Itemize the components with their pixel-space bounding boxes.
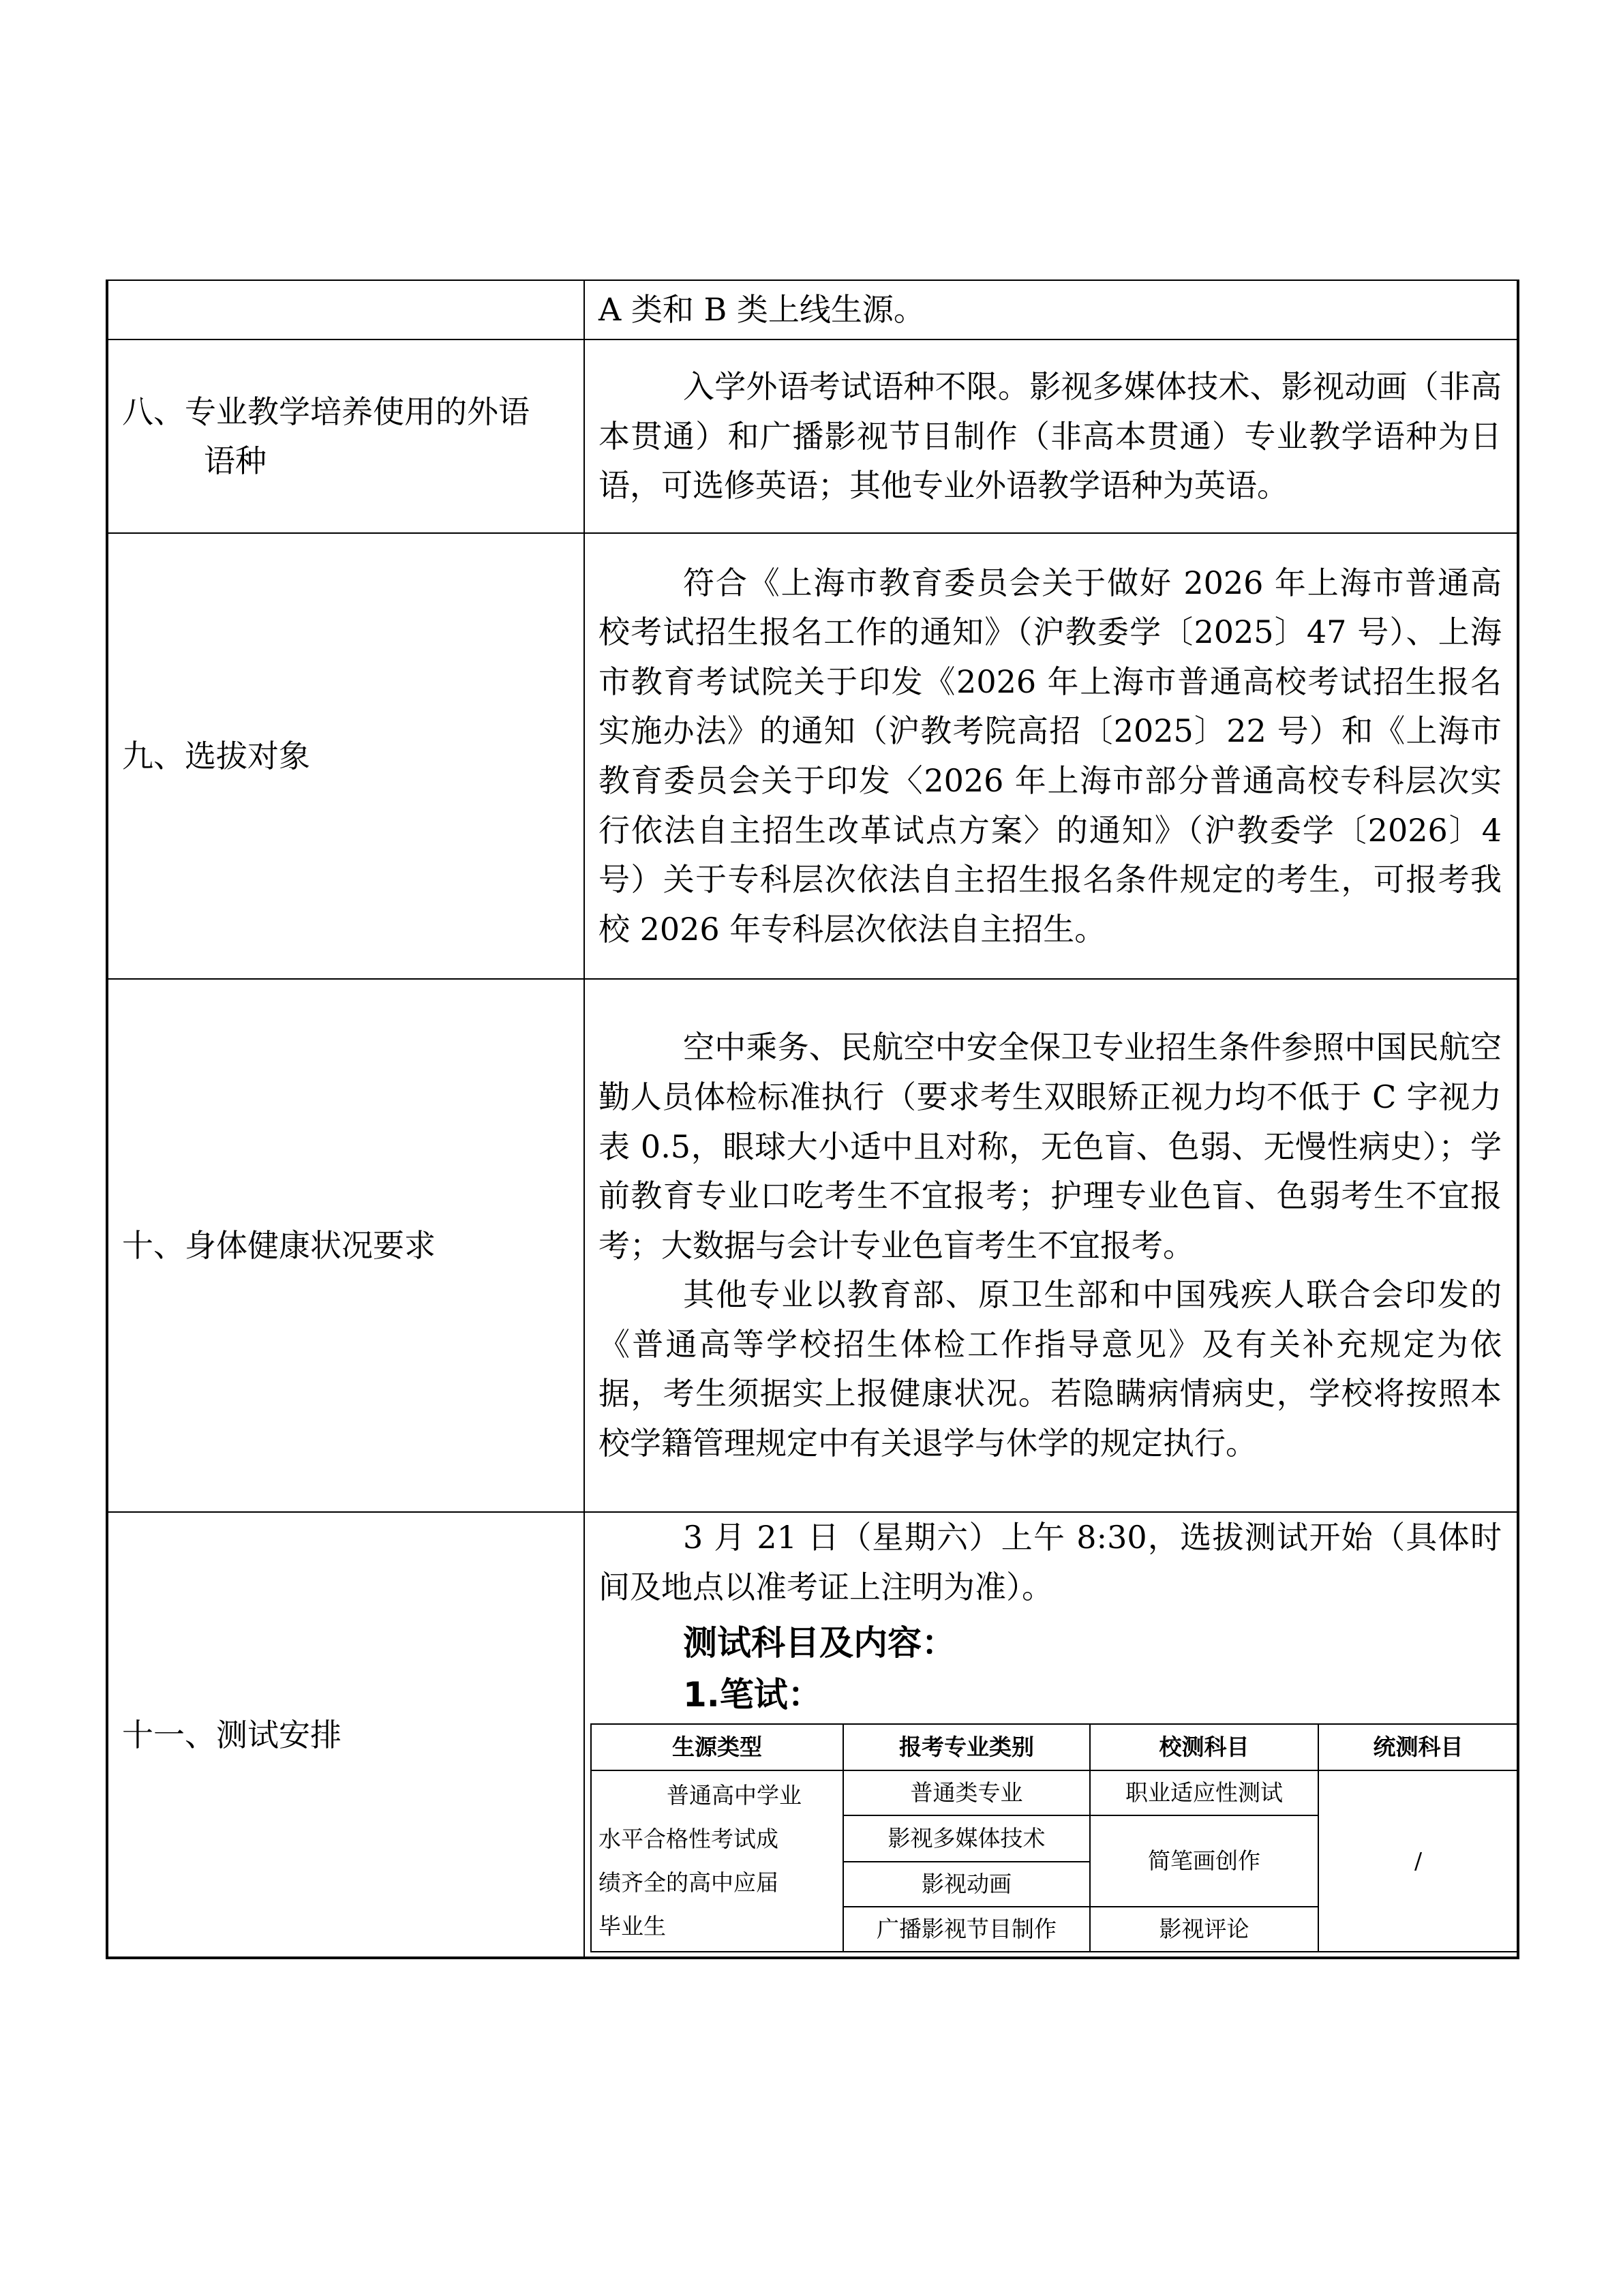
header-cell: 生源类型 <box>591 1724 843 1770</box>
table-row <box>591 1770 1518 1815</box>
school-subject-cell: 影视评论 <box>1090 1907 1318 1952</box>
written-exam-table <box>590 1723 1519 1952</box>
source-line: 普通高中学业 <box>667 1782 802 1809</box>
row-label: 九、选拔对象 <box>107 533 584 979</box>
admission-info-table <box>106 280 1519 1959</box>
paragraph: 其他专业以教育部、原卫生部和中国残疾人联合会印发的《普通高等学校招生体检工作指导意见》及有关补充规定为依据，考生须据实上报健康状况。若隐瞒病情病史，学校将按照本校学籍管理规定中有关退学与休学的规定执行。 <box>598 1276 1502 1462</box>
subsection-heading: 1.笔试： <box>683 1675 822 1715</box>
paragraph: A 类和 B 类上线生源。 <box>598 291 925 329</box>
row-continuation <box>107 280 1518 339</box>
row-test-arrangement <box>107 1512 1518 1958</box>
major-cell: 影视多媒体技术 <box>843 1815 1090 1862</box>
row-health-requirements <box>107 979 1518 1512</box>
source-line: 水平合格性考试成 <box>598 1826 778 1853</box>
paragraph: 3 月 21 日（星期六）上午 8:30，选拔测试开始（具体时间及地点以准考证上注明为准）。 <box>598 1519 1502 1605</box>
header-cell: 校测科目 <box>1090 1724 1318 1770</box>
row-content <box>584 533 1518 979</box>
major-cell: 广播影视节目制作 <box>843 1907 1090 1952</box>
row-content <box>584 280 1518 339</box>
row-label: 十、身体健康状况要求 <box>107 979 584 1512</box>
school-subject-cell: 职业适应性测试 <box>1090 1770 1318 1815</box>
major-cell: 影视动画 <box>843 1862 1090 1907</box>
source-line: 毕业生 <box>598 1913 666 1940</box>
row-label <box>107 339 584 533</box>
row-content <box>584 979 1518 1512</box>
row-selection-target <box>107 533 1518 979</box>
source-type-cell <box>591 1770 843 1952</box>
row-label-empty <box>107 280 584 339</box>
row-content <box>584 1512 1518 1958</box>
paragraph: 入学外语考试语种不限。影视多媒体技术、影视动画（非高本贯通）和广播影视节目制作（非高本贯通）专业教学语种为日语，可选修英语；其他专业外语教学语种为英语。 <box>598 368 1502 504</box>
row-label: 十一、测试安排 <box>107 1512 584 1958</box>
label-line-1: 八、专业教学培养使用的外语 <box>122 393 530 430</box>
unified-subject-cell: / <box>1318 1770 1518 1952</box>
label-line-2: 语种 <box>204 442 267 479</box>
section-heading: 测试科目及内容： <box>683 1623 956 1663</box>
table-header-row <box>591 1724 1518 1770</box>
school-subject-cell: 简笔画创作 <box>1090 1815 1318 1907</box>
paragraph: 空中乘务、民航空中安全保卫专业招生条件参照中国民航空勤人员体检标准执行（要求考生双眼矫正视力均不低于 C 字视力表 0.5，眼球大小适中且对称，无色盲、色弱、无慢性病史）；学前教育专业口吃考生不宜报考；护理专业色盲、色弱考生不宜报考；大数据与会计专业色盲考生不宜报考。 <box>598 1029 1502 1264</box>
source-line: 绩齐全的高中应届 <box>598 1869 778 1897</box>
row-content <box>584 339 1518 533</box>
header-cell: 报考专业类别 <box>843 1724 1090 1770</box>
paragraph: 符合《上海市教育委员会关于做好 2026 年上海市普通高校考试招生报名工作的通知》（沪教委学〔2025〕47 号）、上海市教育考试院关于印发《2026 年上海市普通高校考试招生报名实施办法》的通知（沪教考院高招〔2025〕22 号）和《上海市教育委员会关于印发〈2026 年上海市部分普通高校专科层次实行依法自主招生改革试点方案〉的通知》（沪教委学〔2026〕4 号）关于专科层次依法自主招生报名条件规定的考生，可报考我校 2026 年专科层次依法自主招生。 <box>598 564 1502 948</box>
row-foreign-language <box>107 339 1518 533</box>
major-cell: 普通类专业 <box>843 1770 1090 1815</box>
header-cell: 统测科目 <box>1318 1724 1518 1770</box>
